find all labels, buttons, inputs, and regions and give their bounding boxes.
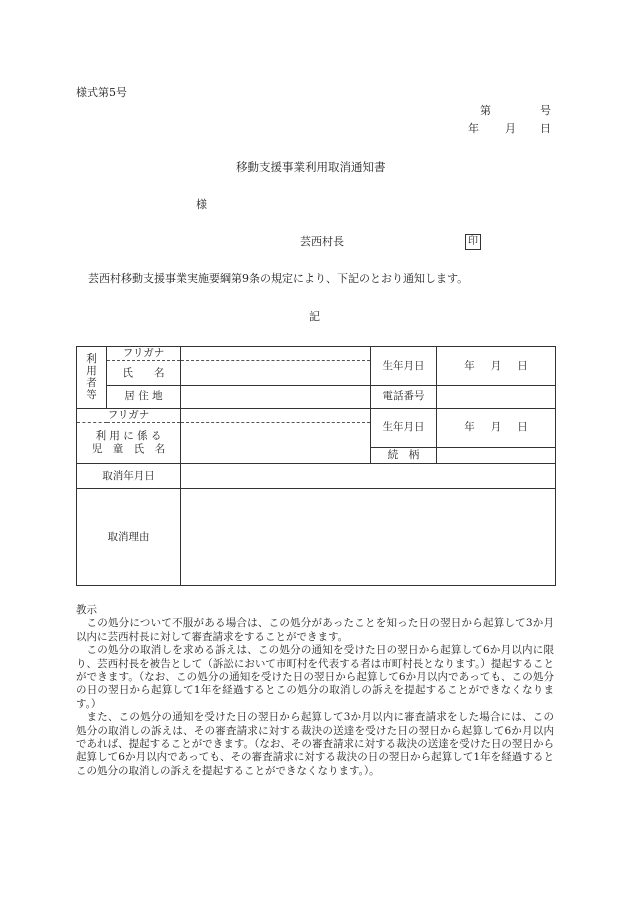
child-name-label-line2: 児 童 氏 名: [91, 443, 166, 456]
user-group-label: [77, 347, 107, 409]
intro-text: 芸西村移動支援事業実施要綱第9条の規定により、下記のとおり通知します。: [88, 272, 469, 285]
notice-paragraph: この処分について不服がある場合は、この処分があったことを知った日の翌日から起算して3か月以内に芸西村長に対して審査請求をすることができます。: [76, 617, 554, 643]
user-phone-field[interactable]: [437, 386, 556, 409]
cancel-date-label: 取消年月日: [77, 464, 181, 489]
child-birthdate-label: 生年月日: [371, 408, 437, 447]
user-birthdate-field[interactable]: [437, 347, 556, 386]
user-furigana-field[interactable]: [181, 347, 371, 361]
doc-no-suffix: 号: [540, 104, 551, 117]
child-name-field[interactable]: [181, 423, 371, 464]
user-group-char: 等: [86, 389, 97, 402]
relation-field[interactable]: [437, 447, 556, 463]
child-name-label: [77, 423, 181, 464]
child-name-label-line1: 利 用 に 係 る: [95, 430, 162, 443]
cancel-reason-field[interactable]: [181, 489, 556, 586]
addressee-suffix: 様: [196, 198, 207, 211]
user-group-char: 利: [86, 353, 97, 366]
child-birthdate-field[interactable]: [437, 408, 556, 447]
date-month: 月: [505, 122, 516, 135]
user-address-label: 居 住 地: [107, 386, 181, 409]
unit-year: 年: [464, 421, 475, 434]
seal-label: 印: [465, 234, 481, 250]
unit-year: 年: [464, 359, 475, 372]
relation-label: 続 柄: [371, 447, 437, 463]
issuer-name: 芸西村長: [300, 235, 344, 248]
user-group-char: 用: [86, 365, 97, 378]
notice-heading: 教示: [76, 604, 97, 616]
cancel-reason-label: 取消理由: [77, 489, 181, 586]
user-birthdate-label: 生年月日: [371, 347, 437, 386]
seal-mark: [465, 234, 481, 250]
user-address-field[interactable]: [181, 386, 371, 409]
doc-no-prefix: 第: [480, 104, 491, 117]
user-name-label: 氏 名: [107, 361, 181, 386]
date-year: 年: [468, 122, 479, 135]
unit-day: 日: [517, 359, 528, 372]
user-phone-label: 電話番号: [371, 386, 437, 409]
document-title: 移動支援事業利用取消通知書: [236, 160, 386, 174]
user-name-field[interactable]: [181, 361, 371, 386]
child-furigana-label: フリガナ: [77, 408, 181, 422]
unit-month: 月: [490, 421, 502, 434]
user-group-char: 者: [86, 377, 97, 390]
notice-section: [76, 604, 554, 778]
form-number: 様式第5号: [76, 86, 127, 99]
form-table: [76, 346, 556, 586]
notice-paragraph: この処分の取消しを求める訴えは、この処分の通知を受けた日の翌日から起算して6か月以内に限り、芸西村長を被告として（訴訟において市町村を代表する者は市町村長となります。）提起することができます。（なお、この処分の通知を受けた日の翌日から起算して6か月以内であっても、この処分の日の翌日から起算して1年を経過するとこの処分の取消しの訴えを提起することができなくなります。）: [76, 644, 554, 710]
user-furigana-label: フリガナ: [107, 347, 181, 361]
notice-paragraph: また、この処分の通知を受けた日の翌日から起算して3か月以内に審査請求をした場合には、この処分の取消しの訴えは、その審査請求に対する裁決の送達を受けた日の翌日から起算して6か月以内であれば、提起することができます。（なお、その審査請求に対する裁決の送達を受けた日の翌日から起算して6か月以内であっても、その審査請求に対する裁決の日の翌日から起算して1年を経過するとこの処分の取消しの訴えを提起することができなくなります。）。: [76, 711, 554, 777]
date-day: 日: [540, 122, 551, 135]
unit-day: 日: [517, 421, 528, 434]
cancel-date-field[interactable]: [181, 464, 556, 489]
child-furigana-field[interactable]: [181, 408, 371, 422]
ki-label: 記: [309, 310, 320, 323]
unit-month: 月: [490, 359, 502, 372]
